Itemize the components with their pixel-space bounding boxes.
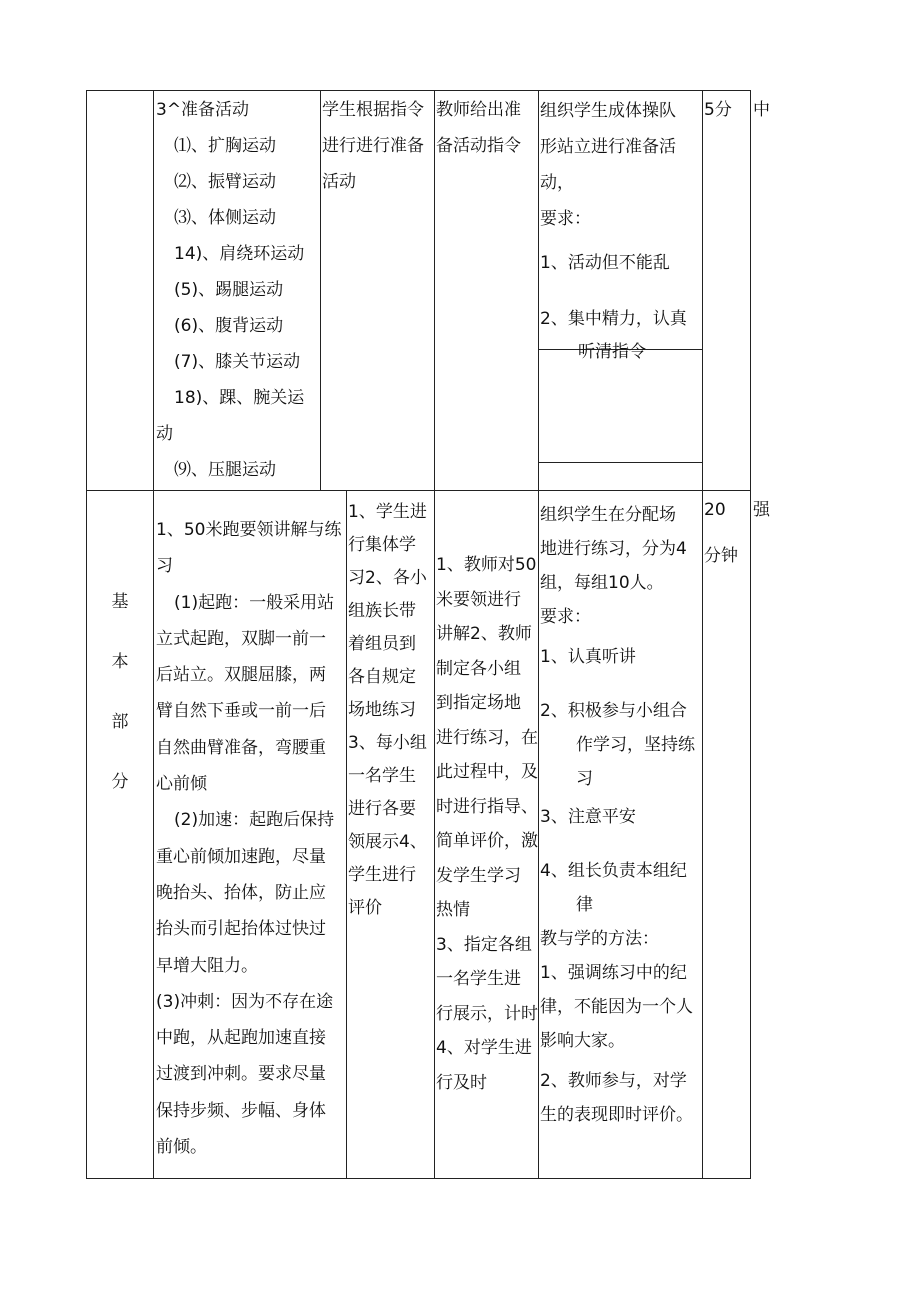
row2-student-line: 评价 xyxy=(348,898,382,918)
row1-org-line: 动， xyxy=(540,173,574,193)
row2-org-line: 2、积极参与小组合 xyxy=(540,701,687,721)
row2-teacher-line: 发学生学习 xyxy=(436,865,521,886)
row2-content-line: 重心前倾加速跑，尽量 xyxy=(156,846,326,867)
row2-student-line: 进行各要 xyxy=(348,799,416,819)
row2-org-line: 1、认真听讲 xyxy=(540,647,636,667)
row2-content-line: 1、50米跑要领讲解与练 xyxy=(156,520,342,540)
row2-content-cell xyxy=(156,512,341,1165)
row2-content-line: 臂自然下垂或一前一后 xyxy=(156,701,326,722)
row2-org-line: 作学习，坚持练 xyxy=(576,735,695,755)
row2-org-line: 习 xyxy=(576,769,593,789)
row1-content-item: (5)、踢腿运动 xyxy=(174,280,284,300)
row2-student-line: 一名学生 xyxy=(348,766,416,786)
section-char: 基 xyxy=(111,592,129,612)
row2-teacher-line: 一名学生进 xyxy=(436,969,521,989)
col-line-org xyxy=(702,90,703,1179)
row2-teacher-line: 进行练习，在 xyxy=(436,727,538,748)
row-divider xyxy=(86,490,750,491)
row2-intensity-cell: 强 xyxy=(753,500,770,520)
row2-content-line: (2)加速：起跑后保持 xyxy=(174,810,335,831)
row1-org-line: 组织学生成体操队 xyxy=(540,101,676,121)
row2-student-line: 3、每小组 xyxy=(348,733,427,753)
row2-content-line: 抬头而引起抬体过快过 xyxy=(156,919,326,940)
row2-student-line: 组族长带 xyxy=(348,601,416,621)
row2-teacher-line: 简单评价，激 xyxy=(436,831,538,851)
row2-teacher-line: 行展示，计时 xyxy=(436,1003,538,1024)
row1-content-item: ⑴、扩胸运动 xyxy=(174,136,276,156)
row2-student-line: 行集体学 xyxy=(348,535,416,555)
row2-teacher-line: 此过程中，及 xyxy=(436,762,538,782)
row2-content-line: 后站立。双腿屈膝，两 xyxy=(156,665,326,686)
row2-content-line: 自然曲臂准备，弯腰重 xyxy=(156,737,326,758)
row2-student-line: 场地练习 xyxy=(348,700,416,720)
row2-org-line: 律，不能因为一个人 xyxy=(540,997,693,1017)
row1-student-line: 进行进行准备 xyxy=(322,136,424,156)
row2-teacher-line: 制定各小组 xyxy=(436,658,521,679)
row1-student-line: 活动 xyxy=(322,172,356,192)
row2-student-line: 各自规定 xyxy=(348,667,416,687)
row1-time-cell: 5分 xyxy=(704,100,732,120)
row2-teacher-line: 热情 xyxy=(436,900,470,920)
row2-org-line: 组，每组10人。 xyxy=(540,573,664,593)
row1-org-line: 要求： xyxy=(540,209,591,229)
row2-teacher-line: 行及时 xyxy=(436,1072,487,1093)
row2-content-line: 心前倾 xyxy=(156,774,207,795)
row2-content-line: 前倾。 xyxy=(156,1137,207,1158)
row1-org-line: 听清指令 xyxy=(578,342,646,362)
row2-org-line: 组织学生在分配场 xyxy=(540,505,676,525)
row2-org-line: 教与学的方法： xyxy=(540,929,659,949)
row2-content-line: 过渡到冲刺。要求尽量 xyxy=(156,1064,326,1085)
row2-org-cell xyxy=(540,496,695,1132)
col-line-row1-content xyxy=(320,90,321,490)
row1-content-item: ⑼、压腿运动 xyxy=(174,460,276,480)
row1-org-line: 1、活动但不能乱 xyxy=(540,253,670,273)
row2-content-line: 早增大阻力。 xyxy=(156,955,258,976)
row2-teacher-line: 时进行指导、 xyxy=(436,796,538,817)
row1-student-line: 学生根据指令 xyxy=(322,100,424,120)
row2-org-line: 1、强调练习中的纪 xyxy=(540,963,687,983)
row1-content-item: (7)、膝关节运动 xyxy=(174,352,301,372)
row2-teacher-line: 4、对学生进 xyxy=(436,1038,532,1058)
row2-time-line: 20 xyxy=(704,500,726,520)
row2-student-line: 学生进行 xyxy=(348,865,416,885)
row2-student-cell xyxy=(348,496,427,925)
section-label xyxy=(86,572,154,812)
row1-org-cell xyxy=(540,92,702,362)
section-char: 本 xyxy=(111,652,129,672)
row1-intensity-cell: 中 xyxy=(753,100,770,120)
row1-org-line: 2、集中精力，认真 xyxy=(540,309,687,329)
row2-time-line: 分钟 xyxy=(704,546,738,566)
row2-teacher-line: 讲解2、教师 xyxy=(436,624,532,644)
col-line-row2-content xyxy=(346,490,347,1179)
row2-teacher-line: 1、教师对50 xyxy=(436,555,537,575)
row1-content-cell xyxy=(156,92,304,488)
row1-teacher-line: 教师给出准 xyxy=(436,100,521,120)
row2-org-line: 律 xyxy=(576,895,593,915)
row2-org-line: 影响大家。 xyxy=(540,1031,625,1051)
row1-content-item: 动 xyxy=(156,424,173,444)
row1-content-title: 3^准备活动 xyxy=(156,100,250,120)
row2-student-line: 着组员到 xyxy=(348,634,416,654)
row1-org-line: 形站立进行准备活 xyxy=(540,137,676,157)
row2-content-line: 保持步频、步幅、身体 xyxy=(156,1100,326,1121)
row2-org-line: 生的表现即时评价。 xyxy=(540,1105,693,1125)
section-char: 分 xyxy=(111,772,129,792)
row1-teacher-line: 备活动指令 xyxy=(436,136,521,156)
row2-org-line: 2、教师参与，对学 xyxy=(540,1071,687,1091)
section-char: 部 xyxy=(111,712,129,732)
row2-student-line: 1、学生进 xyxy=(348,502,427,522)
row1-content-item: ⑶、体侧运动 xyxy=(174,208,276,228)
row2-content-line: (3)冲刺：因为不存在途 xyxy=(156,991,334,1012)
table-border-bottom xyxy=(86,1178,750,1179)
row2-content-line: 晚抬头、抬体，防止应 xyxy=(156,882,326,903)
col-line-time xyxy=(750,90,751,1179)
row2-content-line: 习 xyxy=(156,556,173,577)
row2-teacher-line: 米要领进行 xyxy=(436,589,521,610)
row2-content-line: 中跑，从起跑加速直接 xyxy=(156,1028,326,1049)
row2-org-line: 4、组长负责本组纪 xyxy=(540,861,687,881)
inner-box-bottom xyxy=(538,462,702,463)
row2-org-line: 地进行练习，分为4 xyxy=(540,539,687,559)
row2-content-line: 立式起跑，双脚一前一 xyxy=(156,628,326,649)
row1-teacher-cell xyxy=(436,92,521,164)
row2-teacher-cell xyxy=(436,548,538,1100)
row2-student-line: 习2、各小 xyxy=(348,568,427,588)
row2-teacher-line: 到指定场地 xyxy=(436,693,521,713)
row2-content-line: (1)起跑：一般采用站 xyxy=(174,592,335,613)
row1-student-cell xyxy=(322,92,424,200)
row2-teacher-line: 3、指定各组 xyxy=(436,934,532,955)
table-border-top xyxy=(86,90,750,91)
col-line-student xyxy=(434,90,435,1179)
row2-student-line: 领展示4、 xyxy=(348,832,427,852)
row1-content-item: 14)、肩绕环运动 xyxy=(174,244,305,264)
col-line-teacher xyxy=(538,90,539,1179)
row2-org-line: 要求： xyxy=(540,607,591,627)
row2-org-line: 3、注意平安 xyxy=(540,807,636,827)
row1-content-item: 18)、踝、腕关运 xyxy=(174,388,305,408)
row1-content-item: (6)、腹背运动 xyxy=(174,316,284,336)
row1-content-item: ⑵、振臂运动 xyxy=(174,172,276,192)
row2-time-cell xyxy=(704,492,738,574)
